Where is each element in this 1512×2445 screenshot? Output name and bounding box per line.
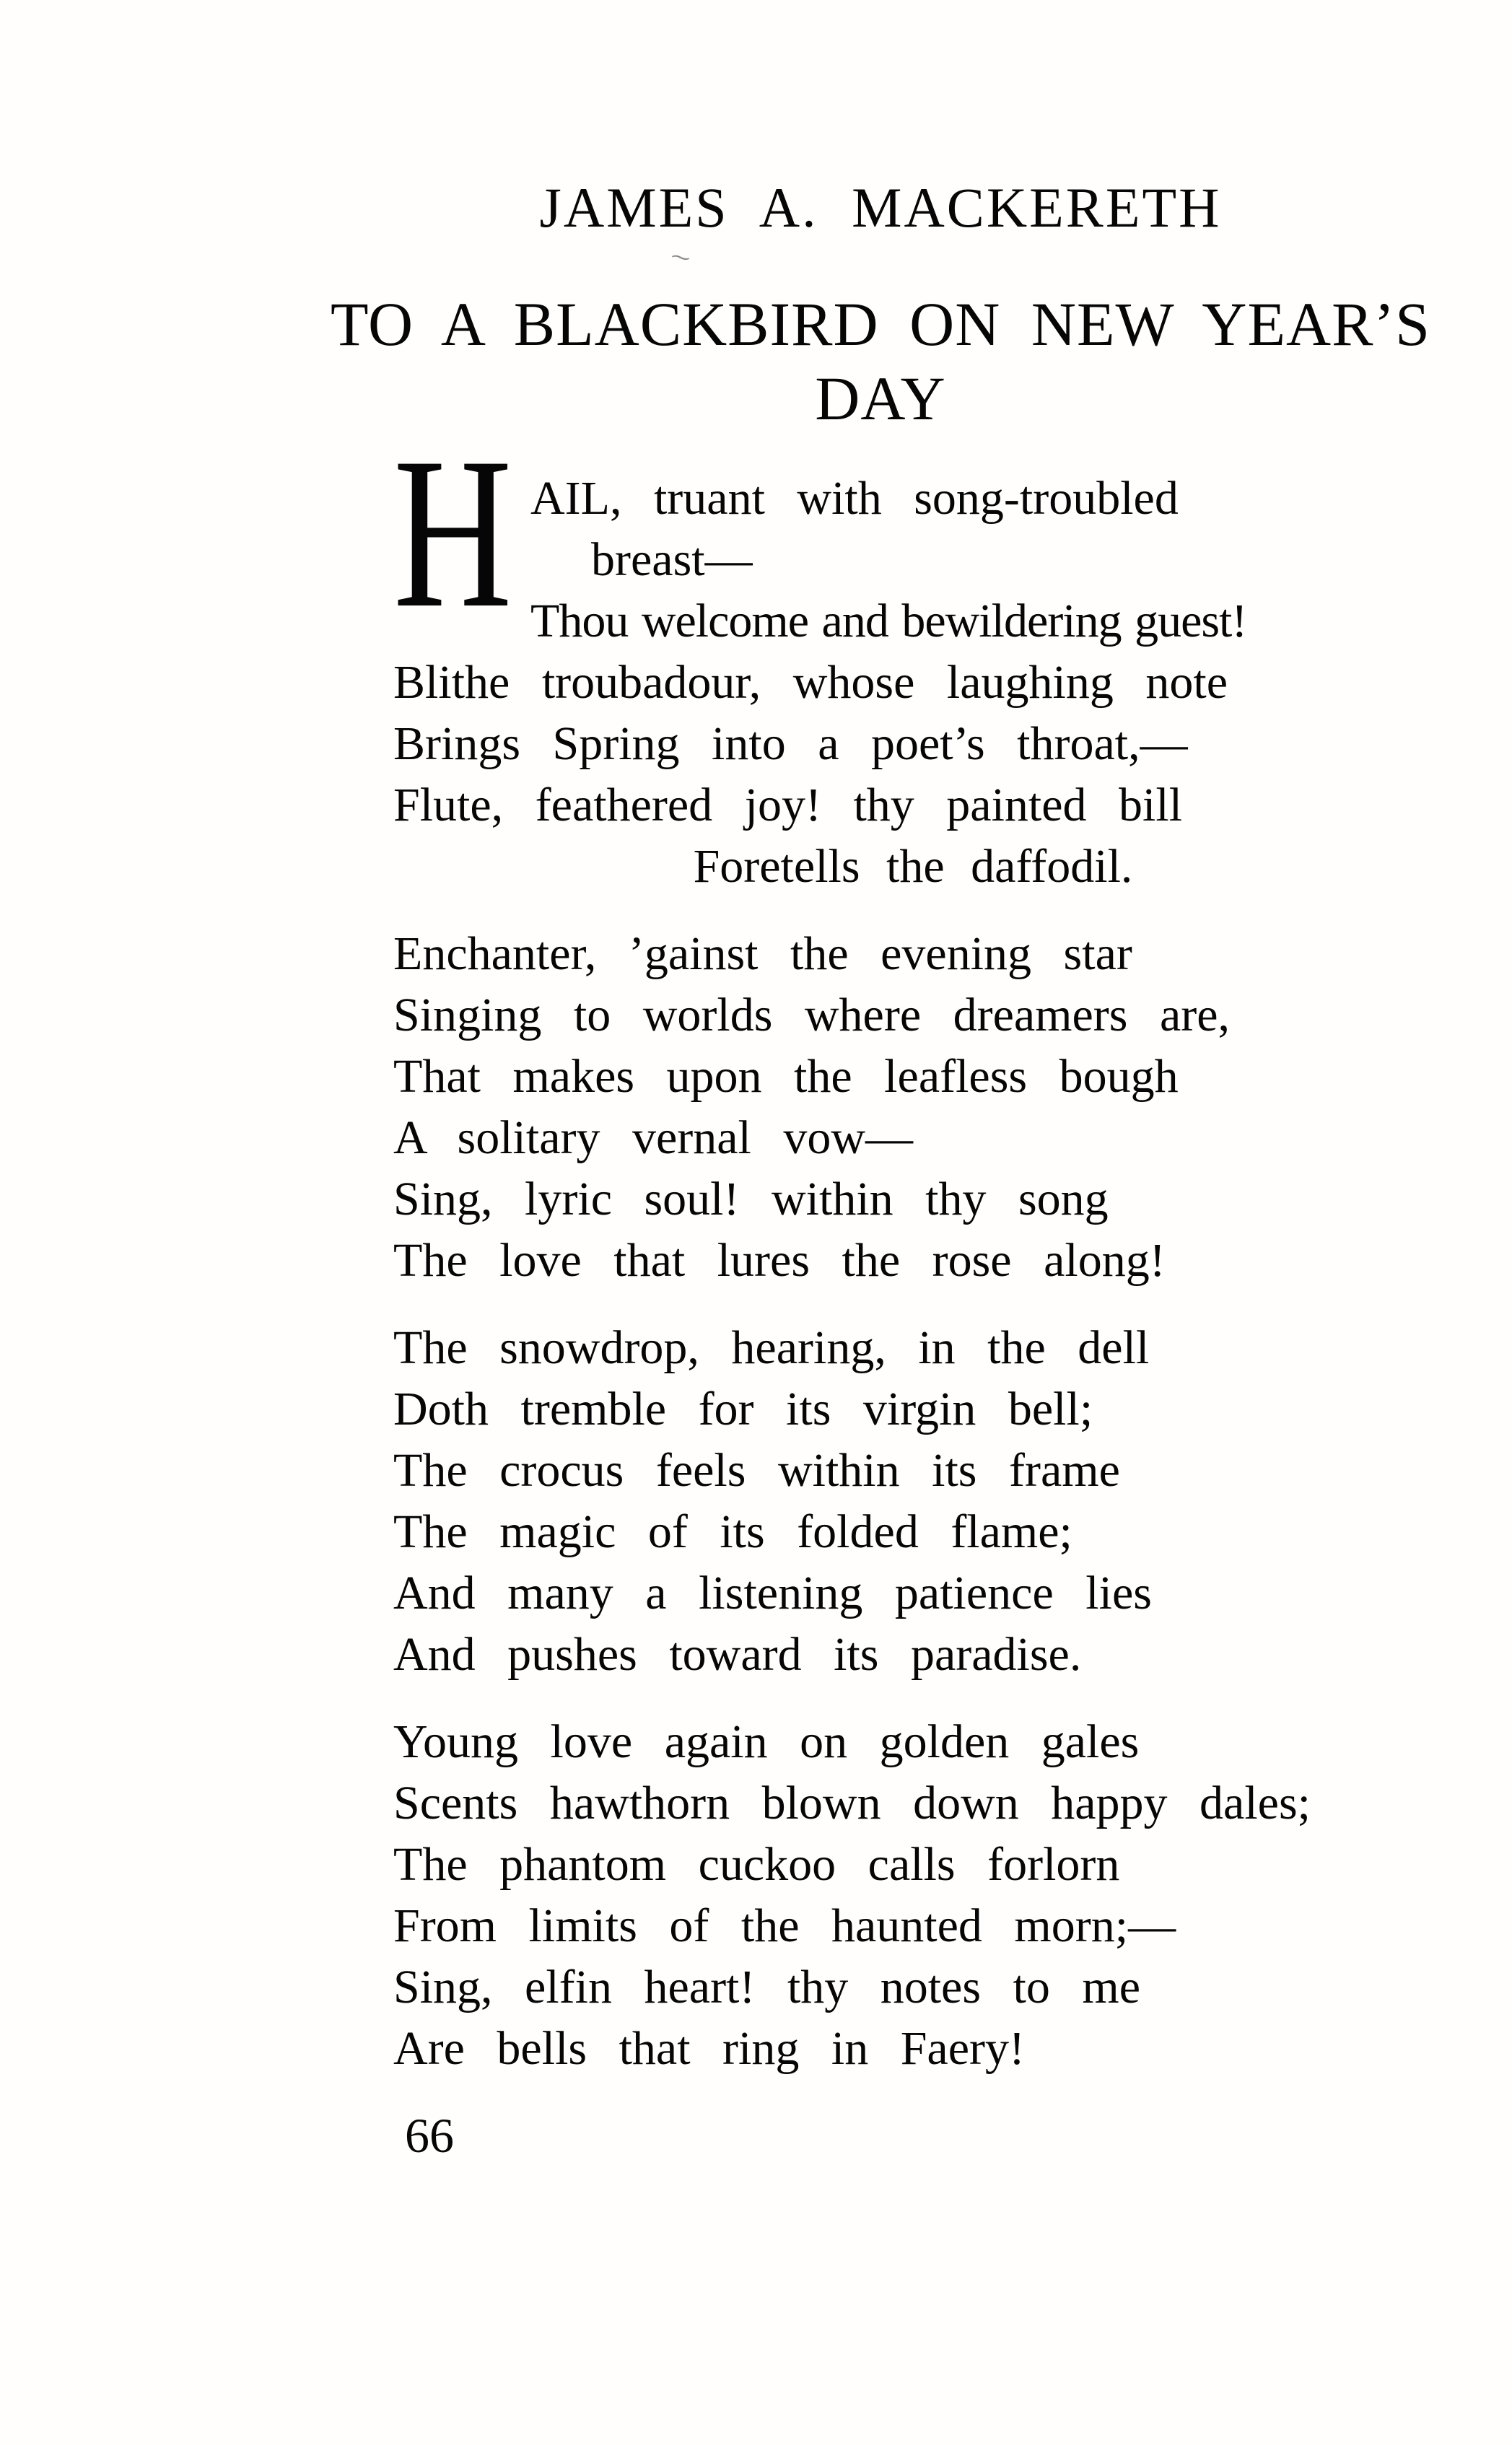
poem-line: Foretells the daffodil. [693, 840, 1133, 893]
poem-line: Doth tremble for its virgin bell; [393, 1383, 1093, 1435]
poem-line: The magic of its folded flame; [393, 1505, 1072, 1558]
drop-cap [393, 413, 522, 652]
poem-line: The crocus feels within its frame [393, 1444, 1120, 1497]
poem-body [393, 413, 1433, 2166]
scan-artifact-mark: ⁓ [669, 245, 692, 270]
poem-line: Thou welcome and bewildering guest! [530, 595, 1247, 647]
poem-line: Blithe troubadour, whose laughing note [393, 656, 1228, 709]
poem-line: Sing, elfin heart! thy notes to me [393, 1961, 1140, 2013]
poem-line: Flute, feathered joy! thy painted bill [393, 779, 1183, 831]
poem-line: Sing, lyric soul! within thy song [393, 1173, 1109, 1225]
stanza-2 [393, 923, 1433, 1291]
poem-line: The phantom cuckoo calls forlorn [393, 1838, 1120, 1891]
author-header: JAMES A. MACKERETH [539, 176, 1222, 239]
stanza-4 [393, 1711, 1433, 2079]
poem-line: Enchanter, ’gainst the evening star [393, 927, 1132, 980]
poem-line: That makes upon the leafless bough [393, 1050, 1179, 1103]
poem-line: Singing to worlds where dreamers are, [393, 989, 1231, 1041]
poem-line: Brings Spring into a poet’s throat,— [393, 717, 1188, 770]
poem-line: The snowdrop, hearing, in the dell [393, 1321, 1150, 1374]
poem-line: AIL, truant with song-troubled [530, 472, 1179, 525]
page-number: 66 [405, 2108, 454, 2163]
title-line-2: DAY [815, 364, 946, 433]
poem-line: And many a listening patience lies [393, 1567, 1152, 1619]
poem-line: And pushes toward its paradise. [393, 1628, 1082, 1681]
stanza-1 [393, 413, 1433, 897]
poem-line: breast— [591, 533, 753, 586]
poem-line: A solitary vernal vow— [393, 1111, 914, 1164]
poem-line: From limits of the haunted morn;— [393, 1899, 1176, 1952]
drop-cap-letter: H [393, 413, 512, 652]
poem-line: Scents hawthorn blown down happy dales; [393, 1777, 1311, 1829]
poem-line: Young love again on golden gales [393, 1715, 1140, 1768]
title-line-1: TO A BLACKBIRD ON NEW YEAR’S [331, 289, 1430, 359]
page-header [310, 172, 1451, 244]
poem-line: The love that lures the rose along! [393, 1234, 1166, 1287]
poem-line: Are bells that ring in Faery! [393, 2022, 1025, 2075]
stanza-3 [393, 1317, 1433, 1685]
